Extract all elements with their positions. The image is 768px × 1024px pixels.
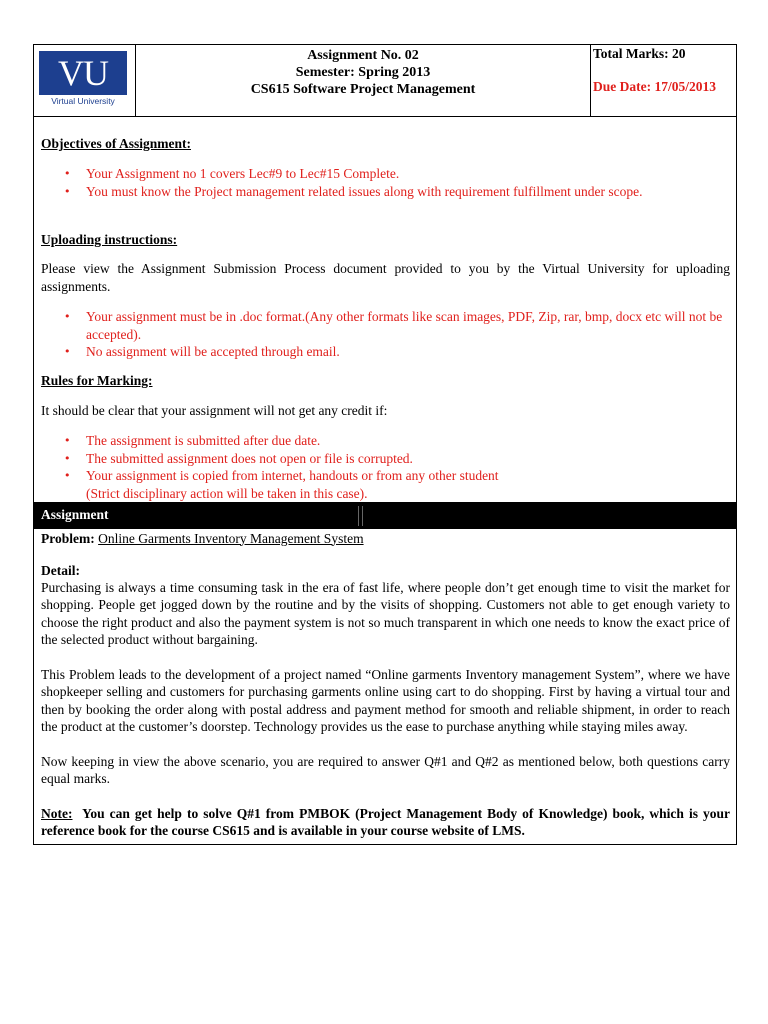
note-paragraph [41, 805, 730, 840]
marks-info [591, 45, 736, 116]
problem-line [41, 530, 730, 548]
assignment-info [136, 45, 591, 116]
list-item: • No assignment will be accepted through email. [86, 343, 730, 361]
list-item: • Your assignment must be in .doc format.(Any other formats like scan images, PDF, Zip, rar, bmp, docx etc will not be accepted). [86, 308, 730, 343]
problem-title: Online Garments Inventory Management System [98, 530, 364, 546]
detail-paragraph: This Problem leads to the development of a project named “Online garments Inventory management System”, where we have shopkeeper selling and customers for purchasing garments online using cart to do shopping. First by having a virtual tour and then by booking the order along with postal address and payment method for smooth and reliable shipment, in order to reach the product at the customer’s doorstep. Technology provides us the ease to purchase anything while staying miles away. [41, 666, 730, 734]
rules-heading: Rules for Marking: [41, 372, 153, 388]
assignment-document [33, 44, 737, 845]
rules-list [41, 432, 730, 485]
list-item: • Your Assignment no 1 covers Lec#9 to Lec#15 Complete. [86, 165, 730, 183]
objectives-list [41, 165, 730, 200]
note-text: You can get help to solve Q#1 from PMBOK (Project Management Body of Knowledge) book, which is your reference book for the course CS615 and is available in your course website of LMS. [41, 805, 731, 838]
uploading-list [41, 308, 730, 361]
rules-note: (Strict disciplinary action will be taken in this case). [86, 485, 368, 501]
objectives-heading: Objectives of Assignment: [41, 136, 191, 151]
assignment-bar [34, 502, 736, 529]
uploading-heading: Uploading instructions: [41, 232, 178, 247]
list-item: • The assignment is submitted after due date. [86, 432, 730, 450]
detail-paragraph: Now keeping in view the above scenario, you are required to answer Q#1 and Q#2 as mentioned below, both questions carry equal marks. [41, 753, 730, 786]
semester: Semester: Spring 2013 [295, 65, 431, 80]
rules-text: It should be clear that your assignment will not get any credit if: [41, 402, 388, 418]
assignment-number: Assignment No. 02 [307, 48, 419, 63]
logo-caption: Virtual University [51, 96, 115, 106]
uploading-text: Please view the Assignment Submission Process document provided to you by the Virtual University for uploading assignments. [41, 261, 730, 294]
logo-cell [34, 45, 136, 116]
assignment-bar-label: Assignment [41, 507, 109, 522]
detail-heading: Detail: [41, 562, 80, 578]
total-marks: Total Marks: 20 [593, 46, 686, 61]
note-label: Note: [41, 805, 73, 821]
list-item: • The submitted assignment does not open or file is corrupted. [86, 450, 730, 468]
detail-paragraph: Purchasing is always a time consuming task in the era of fast life, where people don’t get enough time to visit the market for shopping. People get jogged down by the routine and by the visits of shopping. Customers not able to get enough variety to choose the right product and also the payment system is not so much transparent in which one needs to know the exact price of the selected product without bargaining. [41, 579, 730, 647]
instructions-section [34, 117, 736, 502]
due-date: Due Date: 17/05/2013 [593, 79, 716, 94]
assignment-section [34, 529, 736, 844]
university-logo [39, 51, 127, 110]
logo-text: VU [58, 53, 108, 93]
course-title: CS615 Software Project Management [250, 82, 476, 97]
document-header [34, 45, 736, 117]
list-item: • You must know the Project management related issues along with requirement fulfillment under scope. [86, 183, 730, 201]
problem-label: Problem: [41, 530, 95, 546]
list-item: • Your assignment is copied from internet, handouts or from any other student [86, 467, 730, 485]
